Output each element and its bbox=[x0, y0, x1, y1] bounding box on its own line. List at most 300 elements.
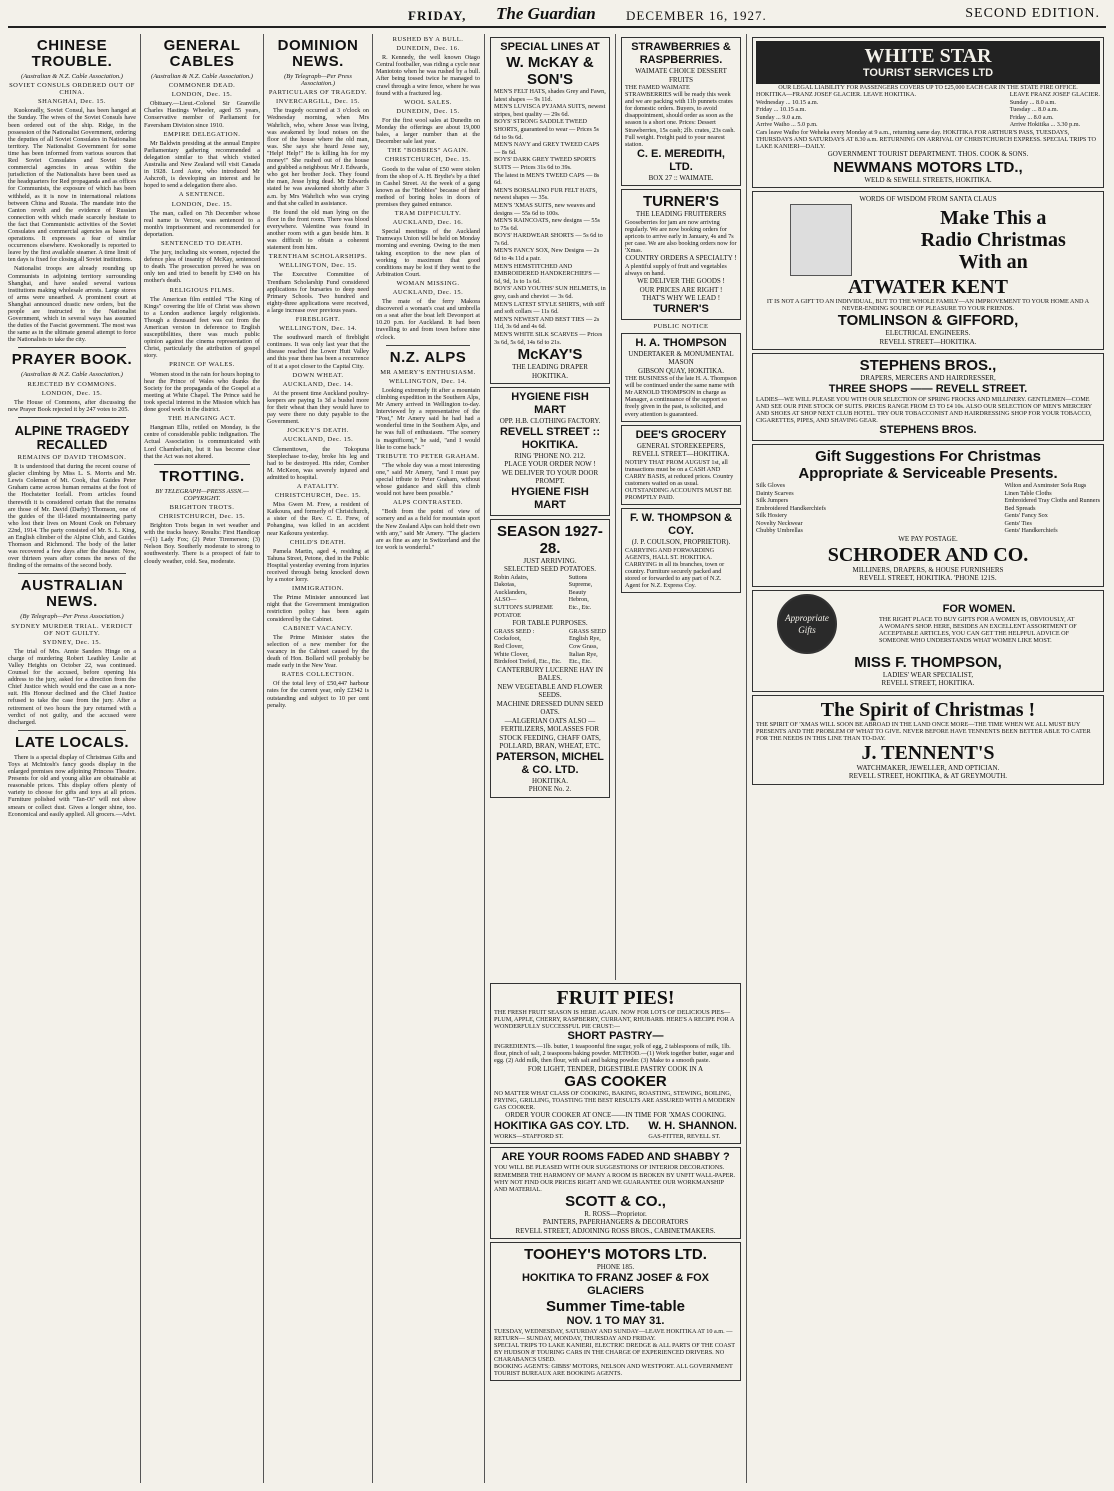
ad-text: CANTERBURY LUCERNE HAY IN BALES. bbox=[497, 665, 603, 683]
ad-line: MEN'S HEMSTITCHED AND EMBROIDERED HANDKERCHIEFS — 6d, 9d, 1s to 1s 6d. bbox=[494, 262, 600, 285]
ad-text: OPP. H.B. CLOTHING FACTORY. bbox=[499, 417, 601, 426]
ad-text: WATCHMAKER, JEWELLER, AND OPTICIAN. bbox=[856, 763, 1000, 772]
dateline: DUNEDIN, Dec. 15. bbox=[396, 107, 460, 115]
ad-address: GIBSON QUAY, HOKITIKA. bbox=[638, 366, 724, 375]
ad-line: MEN'S WHITE SILK SCARVES — Prices 3s 6d, 5s 6d, 14s 6d to 21s. bbox=[494, 331, 603, 346]
ad-line: BOYS' DARK GREY TWEED SPORTS SUITS — Prices 31s 6d to 39s. bbox=[494, 156, 596, 171]
masthead-date: DECEMBER 16, 1927. bbox=[626, 8, 767, 23]
ad-line: Silk Hosiery bbox=[756, 512, 788, 520]
ad-white-star bbox=[752, 37, 1104, 188]
headline-general-cables: GENERAL CABLES bbox=[163, 37, 241, 70]
ad-line: BOYS' HARDWEAR SHORTS — 5s 6d to 7s 6d. bbox=[494, 232, 603, 247]
ad-two-columns bbox=[494, 1120, 737, 1141]
ad-body: Cars leave Waiho for Weheka every Monday at 9 a.m., returning same day. HOKITIKA FOR ARTHUR'S PASS, TUESDAYS, THURSDAYS AND SATURDAYS AT 8.30 a.m. RETURNING ON ARRIVAL OF CHRISTCHURCH EXPRESS. SPECIAL TRIPS TO LAKE KANIERI—DAILY. bbox=[756, 129, 1096, 151]
column-3 bbox=[267, 34, 369, 1483]
masthead-day: FRIDAY, bbox=[408, 8, 467, 23]
article-text: The trial of Mrs. Annie Sanders Hinge on a charge of murdering Robert Leathley Leslie at Valley Heights on October 22, was continued. Counsel for the accused, before opening his address to the jury, asked for a direction from the Chief Justice which would end the case as a non-suit. His Honour declined and the Chief Justice refused to take the case from the jury. After a retirement of two hours the jury returned with a verdict of not guilty, and the accused were discharged. bbox=[8, 647, 136, 726]
ad-brand: NEWMANS MOTORS LTD., bbox=[833, 158, 1023, 176]
ad-fw-thompson bbox=[621, 508, 741, 593]
article-text: The jury, including six women, rejected the defence plea of insanity of McKay, sentenced to death. The prosecution proved he was on only ten and tried to benefit by £340 on his mother's death. bbox=[144, 249, 260, 285]
ad-line: MEN'S FELT HATS, shades Grey and Fawn, latest shapes — 9s 11d. bbox=[494, 88, 606, 103]
ad-title: DEE'S GROCERY bbox=[635, 428, 727, 441]
ad-title: SPECIAL LINES AT bbox=[500, 41, 600, 53]
article-text: Of the total levy of £50,447 harbour rates for the current year, only £2342 is outstanding and subject to 10 per cent penalty. bbox=[267, 680, 369, 709]
ad-body: NO MATTER WHAT CLASS OF COOKING, BAKING, ROASTING, STEWING, BOILING, FRYING, GRILLING, TOASTING THE BEST RESULTS ARE ASSURED WITH A MODERN GAS COOKER. bbox=[494, 1090, 735, 1112]
ad-title: F. W. THOMPSON & COY. bbox=[629, 512, 733, 538]
ad-line: Chubby Umbrellas bbox=[756, 527, 803, 535]
ad-brand: W. H. SHANNON. bbox=[648, 1119, 737, 1132]
article-text: It is understood that during the recent course of glacier climbing by Miss L. S. Morris and Mr. Lewis Coleman of Mt. Cook, that Guides Peter Graham came across human remains at the foot of the Hochstetter Icefall. From articles found therewith it is considered certain that the remains are those of Mr. David (Darby) Thomson, one of the guides of the ill-fated mountaineering party who lost their lives on Mount Cook on February 22nd, 1914. The party consisted of Mr. S. L. King, an English climber of the Alpine Club, and Guides Thomson and Richmond. The body of the latter was recovered a few days after the disaster. Now, over thirteen years after comes the news of the finding of the remains of the second body. bbox=[8, 463, 136, 570]
notice-label: PUBLIC NOTICE bbox=[653, 322, 709, 330]
ad-line: Red Clover, bbox=[494, 642, 524, 650]
ad-address: GAS-FITTER, REVELL ST. bbox=[648, 1132, 721, 1140]
subheading: COMMONER DEAD. bbox=[168, 82, 236, 90]
ad-body: YOU WILL BE PLEASED WITH OUR SUGGESTIONS OF INTERIOR DECORATIONS. REMEMBER THE HARMONY OF MANY A ROOM IS BROKEN BY UNFIT WALL-PAPER. WHY NOT FIND OUR PRICES RIGHT AND WE GUARANTEE OUR WORKMANSHIP AND MATERIAL. bbox=[494, 1164, 736, 1193]
ad-two-columns bbox=[494, 628, 606, 666]
ad-line: MEN'S RAINCOATS, new designs — 55s to 75s 6d. bbox=[494, 217, 600, 232]
ad-brand: SCOTT & CO., bbox=[565, 1192, 666, 1210]
ad-line: Birdsfoot Trefoil, Etc., Etc. bbox=[494, 658, 562, 666]
ad-phone: PHONE 185. bbox=[596, 1263, 635, 1272]
dateline: DUNEDIN, Dec. 16. bbox=[396, 45, 460, 53]
article-text: Hangman Ellis, retiled on Monday, is the centre of considerable public indignation. The Actual Association is communicated with Lord Chamberlain, but it has become clear that the Act was not altered. bbox=[144, 424, 260, 460]
article-text: The man, called on 7th December whose real name is Vercoe, was sentenced to a month's imprisonment and recommended for deportation. bbox=[144, 209, 260, 238]
article-text: There is a special display of Christmas Gifts and Toys at McIntosh's fancy goods display in the enlarged premises now adjoining Princess Theatre. Presents for old and young alike are obtainable at reasonable prices. This display offers plenty of variety to choose for gifts and toys at all prices. Furniture polished with "Tan-Oi" will not show smears or collect dust. Gives a longer shine, too. Economical and easily applied. All grocers.—Advt. bbox=[8, 753, 136, 818]
ad-line: SUTTON'S SUPREME POTATOE bbox=[494, 604, 553, 619]
dateline: AUCKLAND, Dec. 15. bbox=[282, 436, 354, 444]
subheading: THE HANGING ACT. bbox=[168, 415, 236, 423]
ad-address: REVELL STREET, HOKITIKA. bbox=[881, 679, 975, 688]
headline-prayer-book: PRAYER BOOK. bbox=[11, 351, 133, 369]
headline-dominion-news: DOMINION NEWS. bbox=[277, 37, 359, 70]
subheading: A FATALITY. bbox=[296, 482, 340, 490]
ad-title: STRAWBERRIES & RASPBERRIES. bbox=[631, 41, 731, 66]
ad-body: NOTIFY THAT FROM AUGUST 1st, all transactions must be on a CASH AND CARRY BASIS, at reduced prices. Country customers waited on as usual. OUTSTANDING ACCOUNTS MUST BE PROMPTLY PAID. bbox=[625, 458, 734, 502]
ad-body: OUR LEGAL LIABILITY FOR PASSENGERS COVERS UP TO £25,000 EACH CAR IN THE STATE FIRE OFFICE. bbox=[778, 84, 1078, 91]
subheading: CHILD'S DEATH. bbox=[289, 538, 347, 546]
ad-text: WE PAY POSTAGE. bbox=[898, 535, 958, 544]
ad-body: TUESDAY, WEDNESDAY, SATURDAY AND SUNDAY—LEAVE HOKITIKA AT 10 a.m. —RETURN— SUNDAY, MONDAY, THURSDAY AND FRIDAY. bbox=[494, 1327, 733, 1342]
ad-line: THAT'S WHY WE LEAD ! bbox=[641, 294, 721, 302]
ad-brand: HOKITIKA GAS COY. LTD. bbox=[494, 1119, 630, 1132]
santa-claus-illustration bbox=[790, 204, 852, 276]
ad-line: Linen Table Cloths bbox=[1004, 489, 1052, 497]
ad-brand: ATWATER KENT bbox=[848, 275, 1008, 298]
headline-nz-alps: N.Z. ALPS bbox=[389, 348, 467, 366]
ad-line: Robin Adairs, bbox=[494, 573, 529, 581]
ad-subtitle: Appropriate & Serviceable Presents. bbox=[798, 464, 1058, 482]
ad-seed-potatoes bbox=[490, 519, 610, 798]
ad-line: MEN'S NEWEST AND BEST TIES — 2s 11d, 3s 6d and 4s 6d. bbox=[494, 315, 600, 331]
ad-title: ARE YOUR ROOMS FADED AND SHABBY ? bbox=[501, 1151, 730, 1164]
ad-title: HYGIENE FISH MART bbox=[511, 391, 589, 417]
ad-line: OUR PRICES ARE RIGHT ! bbox=[639, 285, 723, 294]
ad-body: THE RIGHT PLACE TO BUY GIFTS FOR A WOMEN IS, OBVIOUSLY, AT A WOMAN'S SHOP. HERE, BESIDES AN EXCELLENT ASSORTMENT OF ACCEPTABLE ARTICLES, YOU CAN GET THE HELPFUL ADVICE OF SOMEONE WHO UNDERSTANDS WHAT WOMEN LIKE MOST. bbox=[879, 615, 1077, 645]
ad-title: H. A. THOMPSON bbox=[635, 336, 727, 349]
article-text: Goods to the value of £50 were stolen from the shop of A. H. Brydie's by a thief in Cashel Street. At the week of a gang known as the "Bobbies" because of their method of boring holes in doors of premises they gained entrance. bbox=[376, 165, 480, 208]
ad-text: ELECTRICAL ENGINEERS. bbox=[885, 329, 971, 338]
ad-scott-co bbox=[490, 1147, 741, 1239]
article-text: Women stood in the rain for hours hoping to hear the Prince of Wales who thanks the Society for the propaganda of the Gospel at a meeting at White Chapel. The Prince said he took special interest in the Mission which has done good work in the district. bbox=[144, 370, 260, 414]
ad-body: BOOKING AGENTS: GIBBS' MOTORS, NELSON AND WESTPORT. ALL GOVERNMENT TOURIST BUREAUX ARE BOOKING AGENTS. bbox=[494, 1363, 733, 1378]
article-text: Miss Gwen M. Frew, a resident of Kaikoura, and formerly of Christchurch, a sister of the Rev. C. E. Frew, of Pohangina, was killed in an accident near Kaikoura yesterday. bbox=[267, 501, 369, 537]
dateline: WELLINGTON, Dec. 14. bbox=[389, 377, 467, 385]
ad-address: REVELL STREET, HOKITIKA. 'PHONE 121S. bbox=[859, 574, 997, 583]
subheading: TRAM DIFFICULTY. bbox=[394, 210, 462, 218]
column-1 bbox=[8, 34, 136, 1483]
ad-line: Cow Grass, bbox=[569, 642, 598, 650]
ad-line: Cocksfoot, bbox=[494, 635, 521, 643]
ad-line: Dainty Scarves bbox=[756, 489, 794, 497]
ad-body: CARRYING AND FORWARDING AGENTS, HALL ST. HOKITIKA. CARRYING in all its branches, town or country. Furniture securely packed and stored or forwarded to any part of N.Z. Agent for N.Z. Express Coy. bbox=[625, 546, 725, 590]
ad-phone: RING 'PHONE NO. 212. bbox=[514, 451, 586, 460]
ad-text: R. ROSS—Proprietor. bbox=[584, 1209, 647, 1218]
wide-ads bbox=[488, 980, 743, 1483]
ad-brand: STEPHENS BROS. bbox=[879, 423, 977, 436]
ad-phone: PHONE No. 2. bbox=[528, 785, 572, 794]
ad-schroder-gifts bbox=[752, 444, 1104, 587]
ad-list bbox=[494, 88, 606, 346]
article-text: Pamela Martin, aged 4, residing at Tahuna Street, Petone, died in the Public Hospital yesterday evening from injuries received through being knocked down by a motor lorry. bbox=[267, 547, 369, 584]
ad-text: PAINTERS, PAPERHANGERS & DECORATORS bbox=[542, 1218, 689, 1227]
ad-line: ALSO— bbox=[494, 596, 517, 604]
ad-body: A plentiful supply of fruit and vegetables always on hand. bbox=[625, 262, 727, 277]
ad-title: FRUIT PIES! bbox=[556, 987, 675, 1009]
article-text: The tragedy occurred at 3 o'clock on Wednesday morning, when Mrs Wahrlich, who, where Jesse was living, was awakened by loud noises on the floor of the house where the old man, was. She says she heard Jesse say, "Help! Help!" He is killing his for my money!" She rushed out of the house and grabbed a neighbour. Mr J. Edwards, who got her brother Jock. They found the man, Jesse lying dead. Mr Edwards stated he was awakened shortly after 3 a.m. by Mrs Wahrlich who was crying and that she called in assistance. bbox=[267, 107, 369, 207]
ad-line: Wednesday ... 10.15 a.m. bbox=[756, 98, 819, 106]
ad-stephens-bros bbox=[752, 353, 1104, 441]
column-2 bbox=[144, 34, 260, 1483]
ad-gift-list bbox=[756, 482, 1100, 535]
ad-body: IT IS NOT A GIFT TO AN INDIVIDUAL, BUT TO THE WHOLE FAMILY—AN IMPROVEMENT TO YOUR HOME AND A NEVER-ENDING SOURCE OF PLEASURE TO YOUR FRIENDS. bbox=[766, 297, 1090, 312]
ad-text: GOVERNMENT TOURIST DEPARTMENT. THOS. COOK & SONS. bbox=[827, 150, 1029, 159]
ad-miss-thompson bbox=[752, 590, 1104, 692]
ad-text: NOV. 1 TO MAY 31. bbox=[566, 1314, 665, 1327]
subheading: RATES COLLECTION. bbox=[281, 671, 355, 679]
ad-headline: Make This a bbox=[940, 206, 1047, 229]
ad-line: White Clover, bbox=[494, 650, 529, 658]
ad-headline: With an bbox=[958, 250, 1028, 273]
source-line: (By Telegraph—Per Press Association.) bbox=[284, 73, 352, 88]
ad-text: COUNTRY ORDERS A SPECIALTY ! bbox=[625, 254, 737, 263]
dateline: LONDON, Dec. 15. bbox=[41, 389, 103, 397]
ad-address: WORKS—STAFFORD ST. bbox=[494, 1132, 564, 1140]
ad-body: THE BUSINESS of the late H. A. Thompson will be continued under the same name with Mr ARNOLD THOMPSON in charge as Manager, a continuance of the support so freely given in the past, is solicited, and every attention is guaranteed. bbox=[625, 375, 737, 418]
ad-line: BOYS' STRONG SADDLE TWEED SHORTS, guaranteed to wear — Prices 5s 6d to 9s 6d. bbox=[494, 118, 599, 141]
masthead-edition: SECOND EDITION. bbox=[965, 6, 1100, 21]
subheading: DOWN WHEAT. bbox=[292, 371, 344, 379]
ad-text: MACHINE DRESSED DUNN SEED OATS. bbox=[496, 699, 604, 717]
dateline: AUCKLAND, Dec. 14. bbox=[282, 380, 354, 388]
ad-text: NEW VEGETABLE AND FLOWER SEEDS. bbox=[497, 682, 603, 700]
dateline: LONDON, Dec. 15. bbox=[171, 200, 233, 208]
ad-fruit-pies bbox=[490, 983, 741, 1144]
ad-tennents bbox=[752, 695, 1104, 785]
ad-brand: J. TENNENT'S bbox=[861, 741, 995, 764]
ad-title: FOR WOMEN. bbox=[942, 602, 1016, 615]
ad-address: REVELL STREET :: HOKITIKA. bbox=[499, 425, 601, 451]
dateline: CHRISTCHURCH, Dec. 15. bbox=[384, 156, 472, 164]
ad-text: THE LEADING DRAPER HOKITIKA. bbox=[512, 363, 588, 380]
ad-address: REVELL STREET—HOKITIKA. bbox=[879, 337, 977, 346]
ad-subtitle: HOKITIKA TO FRANZ JOSEF & FOX GLACIERS bbox=[521, 1271, 709, 1297]
article-text: The Prime Minister states the selection of a new member for the vacancy in the Cabinet caused by the death of Hon. Bollard will probably be made early in the New Year. bbox=[267, 633, 369, 670]
headline-trotting: TROTTING. bbox=[159, 467, 245, 485]
subheading: TRENTHAM SCHOLARSHIPS. bbox=[268, 253, 368, 261]
article-text: "The whole day was a most interesting one," said Mr Amery, "and I must pay special tribute to Peter Graham, without whose guidance and skill this climb would not have been possible." bbox=[376, 461, 480, 498]
ad-body: LADIES—WE WILL PLEASE YOU WITH OUR SELECTION OF SPRING FROCKS AND MILLINERY. GENTLEMEN—COME AND SEE OUR FINE STOCK OF SUITS. PRICES RANGE FROM £3 TO £4 10s. ALSO OUR SELECTION OF MEN'S MERCERY AND SHOES AT SHOP NEXT CLUB HOTEL. TRY OUR TOBACCONIST AND HAIRDRESSING SHOP FOR YOUR TOBACCO, CIGARETTES, PIPES, AND SHAVING GEAR. bbox=[756, 395, 1092, 424]
subheading: SOVIET CONSULS ORDERED OUT OF CHINA. bbox=[9, 82, 135, 97]
ad-line: Beauty Hebron, bbox=[568, 588, 589, 604]
ad-title: WHITE STAR bbox=[864, 45, 992, 67]
ad-text: MILLINERS, DRAPERS, & HOUSE FURNISHERS bbox=[852, 565, 1004, 574]
ad-address: REVELL STREET, ADJOINING ROSS BROS., CABINETMAKERS. bbox=[515, 1226, 716, 1235]
ad-title: TURNER'S bbox=[642, 193, 720, 211]
ad-line: Dakotas, bbox=[494, 581, 516, 589]
ad-title: STEPHENS BROS., bbox=[859, 357, 997, 375]
source-line: (By Telegraph—Per Press Association.) bbox=[20, 613, 124, 621]
ad-address: HOKITIKA. bbox=[532, 776, 568, 785]
ad-brand: McKAY'S bbox=[517, 346, 583, 364]
ad-line: Etc., Etc. bbox=[569, 658, 592, 666]
article-text: For the first wool sales at Dunedin on Monday the offerings are about 19,000 bales, a larger number than at the December sale last year. bbox=[376, 116, 480, 146]
article-text: The Prime Minister announced last night that the Government immigration restriction policy has been again considered by the Cabinet. bbox=[267, 594, 369, 623]
ad-brand: PATERSON, MICHEL & CO. LTD. bbox=[496, 750, 604, 776]
ad-line: Wilton and Axminster Sofa Rugs bbox=[1004, 481, 1087, 489]
article-text: Looking extremely fit after a mountain climbing expedition in the Southern Alps, Mr Amery arrived in Wellington to-day. Interviewed by a representative of the "Post," Mr Amery said he had had a wonderful time in the Southern Alps, and he was full of enthusiasm. "The scenery is magnificent," he said, "and I would like to come back." bbox=[376, 386, 480, 451]
subheading: PRINCE OF WALES. bbox=[169, 361, 235, 369]
subheading: SENTENCED TO DEATH. bbox=[160, 239, 244, 247]
subheading: SYDNEY MURDER TRIAL. VERDICT OF NOT GUILTY. bbox=[11, 622, 133, 637]
dateline: WELLINGTON, Dec. 14. bbox=[279, 325, 357, 333]
subheading: JOCKEY'S DEATH. bbox=[287, 427, 349, 435]
subheading: MR AMERY'S ENTHUSIASM. bbox=[380, 368, 476, 376]
ad-brand: GAS COOKER bbox=[564, 1073, 667, 1091]
article-text: Nationalist troops are already rounding up Communists in adjoining territory surrounding Shanghai, and have sealed several various institutions making wholesale arrests. Large stores of arms were unearthed. A prominent court at Shanghai announced drastic new orders, but the people are instructed to the Nationalist Government, which in several ways has assumed the duties of the Fascist government. The most was the same as in the ultimate general attempt to force the Nationalists to take the city. bbox=[8, 265, 136, 344]
ad-headline: Radio Christmas bbox=[920, 228, 1066, 251]
ad-text: WE DELIVER TO YOUR DOOR PROMPT. bbox=[501, 468, 599, 486]
ad-line: Gents' Ties bbox=[1004, 519, 1032, 527]
ad-two-columns bbox=[494, 574, 606, 620]
dateline: CHRISTCHURCH, Dec. 15. bbox=[158, 512, 246, 520]
ad-dees-grocery bbox=[621, 425, 741, 506]
headline-alpine-tragedy: ALPINE TRAGEDY RECALLED bbox=[14, 422, 130, 452]
ad-text: —ALGERIAN OATS ALSO — FERTILIZERS, MOLASSES FOR STOCK FEEDING, CHAFF OATS, POLLARD, BRAN, WHEAT, ETC. bbox=[499, 716, 601, 751]
ad-line: Sunday ... 8.0 a.m. bbox=[1009, 98, 1056, 106]
ad-text: PLACE YOUR ORDER NOW ! bbox=[504, 460, 596, 469]
ad-address: REVELL STREET, HOKITIKA, & AT GREYMOUTH. bbox=[848, 772, 1008, 781]
ad-body: INGREDIENTS.—1lb. butter, 1 teaspoonful fine sugar, yolk of egg, 2 tablespoons of milk, 1lb. flour, pinch of salt, 2 teaspoons baking powder. METHOD.—(1) Work together butter, sugar and egg. (2) Add milk, then flour, with salt and baking powder. (3) Make to a smooth paste. bbox=[494, 1043, 734, 1065]
ad-subtitle: Summer Time-table bbox=[546, 1297, 685, 1315]
article-text: R. Kennedy, the well known Otago Central footballer, was riding a cycle near Maniototo when he was rushed by a bull. After being tossed twice he managed to crawl through a wire fence, where he was found with a fractured leg. bbox=[376, 54, 480, 97]
ad-text: DRAPERS, MERCERS AND HAIRDRESSER, bbox=[860, 374, 996, 383]
ad-atwater-kent bbox=[752, 191, 1104, 350]
ad-text: GENERAL STOREKEEPERS, REVELL STREET—HOKITIKA. bbox=[632, 441, 730, 459]
ad-body: THE FAMED WAIMATE STRAWBERRIES will be ready this week and we are packing with 11b punnets crates for domestic orders. Buyers, to avoid disappointment, should order as soon as the season is a short one. Prices: Dessert Strawberries, 15s cash; 2lb. crates, 23s cash. Full weight. Freight paid to your nearest station. bbox=[625, 84, 735, 148]
headline-late-locals: LATE LOCALS. bbox=[14, 733, 130, 751]
ad-brand: TOMLINSON & GIFFORD, bbox=[837, 312, 1019, 330]
ad-text: FOR LIGHT, TENDER, DIGESTIBLE PASTRY COOK IN A bbox=[527, 1064, 704, 1073]
ad-turners bbox=[621, 189, 741, 319]
masthead-paper-title: The Guardian bbox=[496, 4, 596, 23]
article-text: The southward march of fireblight continues. It was only last year that the disease reached the Lower Hutt Valley and this year there has been a recurrence of it at a spot closer to the Capital City. bbox=[267, 334, 369, 370]
ad-body: Gooseberries for jam are now arriving regularly. We are now booking orders for apricots to arrive early in January, 4s and 7s per case. We are also booking orders now for 'Xmas. bbox=[625, 218, 737, 255]
ad-text: FOR TABLE PURPOSES. bbox=[512, 619, 588, 628]
subheading: RELIGIOUS FILMS. bbox=[169, 286, 235, 294]
ad-line: HOKITIKA—FRANZ JOSEF GLACIER. LEAVE HOKITIKA. bbox=[756, 91, 917, 99]
ad-timetable bbox=[756, 91, 1100, 129]
subheading: WOOL SALES. bbox=[404, 98, 452, 106]
ad-line: Friday ... 8.0 a.m. bbox=[1009, 113, 1054, 121]
ad-waimate-fruit bbox=[621, 37, 741, 186]
article-text: Obituary.—Lieut.-Colonel Sir Granville Charles Hastings Wheeler, aged 55 years, Conservative member of Parliament for Faversham Division since 1910. bbox=[144, 100, 260, 129]
ad-title: TOOHEY'S MOTORS LTD. bbox=[524, 1246, 707, 1264]
ad-text: WAIMATE CHOICE DESSERT FRUITS bbox=[635, 67, 727, 84]
ad-line: WE DELIVER THE GOODS ! bbox=[637, 277, 725, 285]
article-text: Special meetings of the Auckland Tramways Union will be held on Monday morning and evening. Owing to the men taking exception to the new plan of working to maximum that good conditions may be lost if they went to the Arbitration Court. bbox=[376, 228, 480, 278]
subheading: REMAINS OF DAVID THOMSON. bbox=[17, 453, 127, 461]
subheading: EMPIRE DELEGATION. bbox=[163, 130, 241, 138]
dateline: AUCKLAND, Dec. 15. bbox=[392, 289, 464, 296]
subheading: THE "BOBBIES" AGAIN. bbox=[387, 147, 469, 155]
subheading: IMMIGRATION. bbox=[291, 585, 345, 593]
ad-line: Gents' Handkerchiefs bbox=[1004, 527, 1058, 535]
article-text: At the present time Auckland poultry-keepers are paying 1s 3d a bushel more for their wheat than they would have to pay were there no duty payable to the Government. bbox=[267, 389, 369, 426]
ad-line: Silk Gloves bbox=[756, 481, 786, 489]
ad-line: MEN'S NAVY and GREY TWEED CAPS — 8s 6d. bbox=[494, 141, 600, 156]
subheading: REJECTED BY COMMONS. bbox=[27, 380, 117, 388]
subheading: A SENTENCE. bbox=[178, 191, 226, 199]
ad-line: Gents' Fancy Sox bbox=[1004, 512, 1048, 520]
ad-mckay bbox=[490, 37, 610, 384]
ad-subtitle: TOURIST SERVICES LTD bbox=[862, 67, 994, 79]
ad-line: Italian Rye, bbox=[569, 650, 598, 658]
ad-text: THE LEADING FRUITERERS bbox=[635, 210, 727, 219]
ad-tooheys-motors bbox=[490, 1242, 741, 1381]
article-text: "Both from the point of view of scenery and as a field for mountain sport the New Zealand Alps can hold their own with any," said Mr Amery. "The glaciers are as fine as any in Switzerland and the ice work is wonderful." bbox=[376, 508, 480, 551]
article-text: Clementtown, the Tokopuna Steeplechase to-day, broke his leg and had to be destroyed. His rider, Comber M. McKeon, was severely injured and admitted to hospital. bbox=[267, 445, 369, 481]
ad-body: SPECIAL TRIPS TO LAKE KANIERI, ELECTRIC DREDGE & ALL PARTS OF THE COAST BY HUDSON 8' TOURING CARS IN THE CHARGE OF EXPERIENCED DRIVERS. NO CHARABANCS USED. bbox=[494, 1342, 735, 1364]
article-text: Kuokoradly, Soviet Consul, has been hanged at the Sunday. The wives of the Soviet Consuls have been ordered out of the ship. Ridge, in the possession of the Nationalist Government, ordering the deputies of all Soviet Consulates in Nationalist territory. The Nationalist Government for some time has been informed from various sources that Red Soviet Consulates and Soviet State commercial agencies in areas within the jurisdiction of the Nationalists have been used as the headquarters for Red propaganda and as offices for Communists, the exposure of which has been withheld, as it is now in international relations between China and Russia. The mandate into the Canton revolt and the evidence of Russian connection with which made scarcely hesitate to the fact that Communistic activities of the Soviet Consulates and commercial agencies as bases for operations. It expresses a fear of similar occurrences elsewhere. Kwokoradly is reported to leave by the first available steamer. A time limit of ten days is fixed for closing all Soviet institutions. bbox=[8, 107, 136, 264]
ad-line: GRASS SEED : bbox=[494, 627, 535, 635]
ad-text: (J. P. COULSON, PROPRIETOR). bbox=[631, 538, 731, 547]
ad-line: Arrive Hokitika ... 3.30 p.m. bbox=[1009, 121, 1081, 129]
ad-subtitle: THREE SHOPS —— REVELL STREET. bbox=[828, 382, 1028, 395]
column-4 bbox=[376, 34, 480, 1483]
source-line: BY TELEGRAPH—PRESS ASSN.—COPYRIGHT. bbox=[155, 487, 249, 502]
ad-text: UNDERTAKER & MONUMENTAL MASON bbox=[628, 349, 734, 367]
ad-line: Bed Spreads bbox=[1004, 504, 1036, 512]
ad-line: Silk Jumpers bbox=[756, 497, 789, 505]
dateline: WELLINGTON, Dec. 15. bbox=[279, 262, 357, 270]
article-text: Mr Baldwin presiding at the annual Empire Parliamentary gathering recommended a delegation similar to that which visited Australia and New Zealand will visit Canada in 1928. Lord Astor, who introduced Mr Ashcroft, is developing an interest and he hoped to send a delegation there also. bbox=[144, 139, 260, 190]
subheading: CABINET VACANCY. bbox=[283, 624, 353, 632]
ad-line: Novelty Neckwear bbox=[756, 519, 803, 527]
ad-text: SELECTED SEED POTATOES. bbox=[503, 565, 597, 574]
ad-title: The Spirit of Christmas ! bbox=[820, 698, 1036, 721]
subheading: TRIBUTE TO PETER GRAHAM. bbox=[376, 452, 480, 460]
subheading: RUSHED BY A BULL. bbox=[392, 36, 464, 43]
ad-brand: SCHRODER AND CO. bbox=[827, 543, 1029, 566]
dateline: SHANGHAI, Dec. 15. bbox=[37, 98, 107, 106]
source-line: (Australian & N.Z. Cable Association.) bbox=[151, 73, 253, 80]
ad-title: WORDS OF WISDOM FROM SANTA CLAUS bbox=[859, 195, 997, 204]
article-text: The House of Commons, after discussing the new Prayer Book rejected it by 247 votes to 205. bbox=[8, 398, 136, 413]
ad-line: Tuesday ... 8.0 a.m. bbox=[1009, 106, 1059, 114]
ad-line: Arrive Waiho ... 5.0 p.m. bbox=[756, 121, 818, 129]
ad-text: LADIES' WEAR SPECIALIST, bbox=[882, 670, 974, 679]
dateline: INVERCARGILL, Dec. 15. bbox=[275, 98, 361, 106]
appropriate-gifts-badge: Appropriate Gifts bbox=[777, 594, 837, 654]
ad-body: THE SPIRIT OF 'XMAS WILL SOON BE ABROAD IN THE LAND ONCE MORE—THE TIME WHEN WE ALL MUST BUY PRESENTS AND THE PROBLEM OF WHAT TO GIVE. NEVER BEFORE HAVE TENNENTS BEEN BETTER ABLE TO CATER FOR THE NEEDS IN THIS LINE THAN TO-DAY. bbox=[756, 720, 1091, 742]
ad-line: GRASS SEED bbox=[569, 627, 606, 635]
subheading: WOMAN MISSING. bbox=[396, 279, 460, 287]
masthead bbox=[8, 4, 1106, 28]
ad-brand: TURNER'S bbox=[653, 302, 709, 315]
subheading: PARTICULARS OF TRAGEDY. bbox=[268, 89, 368, 97]
ad-line: English Rye, bbox=[569, 635, 601, 643]
ad-hygiene-fish-mart bbox=[490, 387, 610, 516]
article-text: Brighton Trots began in wet weather and with the tracks heavy. Results: First Handicap—(1) Lady Fox; (2) Peter Tiremerson; (3) Nelson Boy. Southerly moderate to strong to southwesterly. There is a prospect of fair to cloudy weather, cold. Sea, moderate. bbox=[144, 522, 260, 565]
ad-subtitle: SHORT PASTRY— bbox=[567, 1030, 664, 1043]
ad-title: SEASON 1927-28. bbox=[497, 522, 603, 557]
ad-line: Sunday ... 9.0 a.m. bbox=[756, 113, 803, 121]
subheading: ALPS CONTRASTED. bbox=[392, 499, 464, 507]
article-text: The mate of the ferry Makora discovered a woman's coat and umbrella on a seat after the boat left Devonport at 10.20 p.m. for Auckland. It had been travelling to and from town before nine o'clock. bbox=[376, 298, 480, 341]
ad-ha-thompson bbox=[621, 333, 741, 422]
dateline: CHRISTCHURCH, Dec. 15. bbox=[274, 492, 362, 500]
ad-body: THE FRESH FRUIT SEASON IS HERE AGAIN. NOW FOR LOTS OF DELICIOUS PIES—PLUM, APPLE, CHERRY, RASPBERRY, CURRANT, RHUBARB. HERE'S A RECIPE FOR A WONDERFULLY SUCCESSFUL PIE CRUST:— bbox=[494, 1009, 735, 1031]
dateline: LONDON, Dec. 15. bbox=[171, 91, 233, 99]
ad-brand: MISS F. THOMPSON, bbox=[854, 653, 1002, 671]
ad-text: ORDER YOUR COOKER AT ONCE——IN TIME FOR 'XMAS COOKING. bbox=[505, 1111, 726, 1120]
column-7 bbox=[750, 34, 1106, 1483]
subheading: BRIGHTON TROTS. bbox=[169, 503, 235, 511]
source-line: (Australian & N.Z. Cable Association.) bbox=[21, 371, 123, 379]
dateline: AUCKLAND, Dec. 16. bbox=[392, 219, 464, 227]
ad-title: Gift Suggestions For Christmas bbox=[815, 447, 1041, 465]
ad-title: HYGIENE FISH MART bbox=[511, 485, 589, 511]
ad-line: BOYS' AND YOUTHS' SUN HELMETS, in grey, cash and cheviot — 3s 6d. bbox=[494, 285, 606, 301]
article-text: He found the old man lying on the floor in the front room. There was blood everywhere. Valentine was found in another room with a gun beside him. It was difficult to obtain a coherent statement from him. bbox=[267, 208, 369, 252]
ad-line: Embroidered Tray Cloths and Runners bbox=[1004, 497, 1100, 505]
ad-line: MEN'S LUVISCA PYJAMA SUITS, newest stripes, best quality — 29s 6d. bbox=[494, 103, 606, 118]
ad-line: Embroidered Handkerchiefs bbox=[756, 504, 826, 512]
ad-line: MEN'S BORSALINO FUR FELT HATS, newest shapes — 35s. bbox=[494, 186, 598, 202]
headline-chinese-trouble: CHINESE TROUBLE. bbox=[31, 37, 113, 70]
article-text: The Executive Committee of Trentham Scholarship Fund considered applications for bursaries to deep need Primary Schools. Two hundred and eighty-three applications were received, a large increase over previous years. bbox=[267, 271, 369, 314]
ad-brand: W. McKAY & SON'S bbox=[506, 54, 594, 88]
ad-line: LEAVE FRANZ JOSEF GLACIER. bbox=[1009, 91, 1100, 99]
source-line: (Australian & N.Z. Cable Association.) bbox=[21, 73, 123, 80]
ad-line: Etc., Etc. bbox=[568, 604, 592, 612]
ad-line: MEN'S LATEST STYLE SHIRTS, with stiff and soft collars — 11s 6d. bbox=[494, 300, 605, 316]
ad-brand: C. E. MEREDITH, LTD. bbox=[636, 147, 725, 173]
subheading: FIREBLIGHT. bbox=[295, 316, 341, 323]
ad-text: JUST ARRIVING. bbox=[523, 556, 577, 565]
dateline: SYDNEY, Dec. 15. bbox=[42, 638, 102, 646]
ad-line: The latest in MEN'S TWEED CAPS — 8s 6d. bbox=[494, 171, 600, 187]
article-text: The American film entitled "The King of Kings" covering the life of Christ was shown to a London audience largely religionists. Though a thousand feet was cut from the American version in deference to English susceptibilities, there was much public opinion against the cinema representation of Christ, particularly the attribution of gospel story. bbox=[144, 295, 260, 360]
ad-banner bbox=[756, 41, 1100, 84]
headline-australian-news: AUSTRALIAN NEWS. bbox=[20, 577, 124, 611]
ad-line: Friday ... 10.15 a.m. bbox=[756, 106, 807, 114]
ad-line: MEN'S FANCY SOX, New Designs — 2s 6d to 4s 11d a pair. bbox=[494, 247, 600, 263]
ad-line: Aucklanders, bbox=[494, 588, 527, 596]
ad-line: MEN'S 'XMAS SUITS, new weaves and designs — 55s 6d to 100s. bbox=[494, 201, 596, 217]
ad-address: WELD & SEWELL STREETS, HOKITIKA. bbox=[864, 175, 992, 184]
ad-line: Suttons Supreme, bbox=[568, 573, 593, 589]
